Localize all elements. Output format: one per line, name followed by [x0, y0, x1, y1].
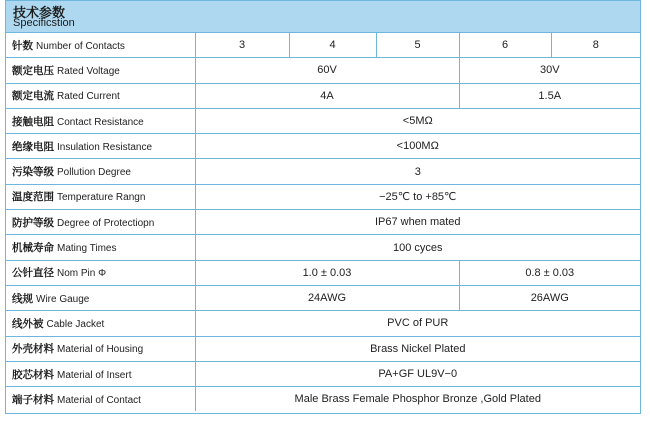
row-label: 公针直径 Nom Pin Φ — [6, 260, 195, 285]
spec-title: 技术参数 — [13, 6, 66, 21]
row-label: 额定电压 Rated Voltage — [6, 58, 195, 83]
value-cell: 1.0 ± 0.03 — [195, 260, 459, 285]
row-label: 额定电流 Rated Current — [6, 83, 195, 108]
table-row — [6, 361, 640, 386]
row-label: 线外被 Cable Jacket — [6, 311, 195, 336]
row-label: 外壳材料 Material of Housing — [6, 336, 195, 361]
row-label: 机械寿命 Mating Times — [6, 235, 195, 260]
table-row — [6, 83, 640, 108]
table-row — [6, 184, 640, 209]
value-cell: 4 — [289, 33, 376, 58]
value-cell: 4A — [195, 83, 459, 108]
spec-header — [6, 1, 640, 33]
spec-sheet — [5, 0, 641, 414]
value-cell: PA+GF UL9V−0 — [195, 361, 640, 386]
spec-table — [6, 33, 640, 411]
value-cell: PVC of PUR — [195, 311, 640, 336]
value-cell: Brass Nickel Plated — [195, 336, 640, 361]
value-cell: Male Brass Female Phosphor Bronze ,Gold Plated — [195, 387, 640, 412]
row-label: 温度范围 Temperature Rangn — [6, 184, 195, 209]
table-row — [6, 311, 640, 336]
table-row — [6, 33, 640, 58]
value-cell: 3 — [195, 159, 640, 184]
table-row — [6, 58, 640, 83]
table-row — [6, 260, 640, 285]
value-cell: 60V — [195, 58, 459, 83]
row-label: 线规 Wire Gauge — [6, 285, 195, 310]
table-row — [6, 159, 640, 184]
table-row — [6, 235, 640, 260]
value-cell: IP67 when mated — [195, 210, 640, 235]
table-row — [6, 108, 640, 133]
value-cell: 5 — [376, 33, 459, 58]
value-cell: 26AWG — [459, 285, 640, 310]
value-cell: 0.8 ± 0.03 — [459, 260, 640, 285]
row-label: 绝缘电阻 Insulation Resistance — [6, 134, 195, 159]
value-cell: 1.5A — [459, 83, 640, 108]
row-label: 针数 Number of Contacts — [6, 33, 195, 58]
table-row — [6, 387, 640, 412]
value-cell: 6 — [459, 33, 551, 58]
row-label: 端子材料 Material of Contact — [6, 387, 195, 412]
table-row — [6, 210, 640, 235]
row-label: 防护等级 Degree of Protectiopn — [6, 210, 195, 235]
value-cell: 24AWG — [195, 285, 459, 310]
row-label: 胶芯材料 Material of Insert — [6, 361, 195, 386]
spec-subtitle: Specificstion — [13, 17, 75, 29]
value-cell: <100MΩ — [195, 134, 640, 159]
value-cell: <5MΩ — [195, 108, 640, 133]
value-cell: 3 — [195, 33, 289, 58]
value-cell: −25℃ to +85℃ — [195, 184, 640, 209]
table-row — [6, 336, 640, 361]
value-cell: 100 cyces — [195, 235, 640, 260]
table-row — [6, 134, 640, 159]
value-cell: 30V — [459, 58, 640, 83]
row-label: 接触电阻 Contact Resistance — [6, 108, 195, 133]
table-row — [6, 285, 640, 310]
row-label: 污染等级 Pollution Degree — [6, 159, 195, 184]
value-cell: 8 — [551, 33, 640, 58]
